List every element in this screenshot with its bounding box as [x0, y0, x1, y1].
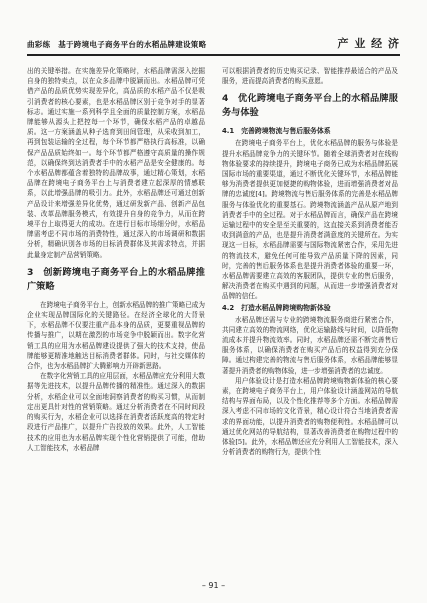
subsection-heading-4-2: 4.2 打造水稻品牌跨境购物新体验 — [222, 303, 331, 312]
header-divider — [27, 54, 400, 56]
running-header — [27, 30, 400, 58]
right-column — [222, 66, 398, 458]
body-paragraph: 在跨境电子商务平台上，创新水稻品牌的推广策略已成为企业实现品牌国际化的关键路径。在经济全球化的大背景下，水稻品牌不仅要注重产品本身的品质，更要重视品牌的传播与推广，以期在激烈的市场竞争中脱颖而出。数字化营销工具的应用为水稻品牌建设提供了强大的技术支持，使品牌能够更精准地触达目标消费者群体。同时，与社交媒体的合作，也为水稻品牌扩大腾影响力开辟新思路。 — [27, 300, 205, 371]
body-paragraph: 可以根据消费者的历史购买记录、智能推荐最适合的产品及服务，进而提高消费者的购买意愿。 — [222, 67, 398, 86]
body-paragraph: 在跨境电子商务平台上，优化水稻品牌的服务与体验是提升水稻品牌竞争力的关键环节。随着全球消费者对在线购物体验要求的持续提升，跨境电子商务已成为水稻品牌拓展国际市场的重要渠道，通过不断优化关键环节，水稻品牌能够为消费者提供更加便捷的购物体验，进而增强消费者对品牌的忠诚度[4]。跨境物流与售后服务体系的完善是水稻品牌服务与体验优化的重要基石。跨境物流涵盖产品从原产地到消费者手中的全过程。对于水稻品牌而言，确保产品在跨境运输过程中的安全是至关重要的，这直接关系到消费者能否收到满意的产品，也是提升消费者满意度的关键所在。为实现这一目标，水稻品牌需要与国际物流紧密合作，采用先进的物流技术，避免任何可能导致产品质量下降的因素，同时，完善的售后服务体系也是提升消费者体验的重要一环，水稻品牌需要建立高效的客服团队，提供专业的售后服务，解决消费者在购买中遇到的问题，从而进一步增强消费者对品牌的信任。 — [222, 139, 398, 301]
header-article-title: 曲彩练 基于跨境电子商务平台的水稻品牌建设策略 — [27, 40, 207, 49]
section-heading-4: 4 优化跨境电子商务平台上的水稻品牌服务与体验 — [222, 93, 398, 119]
section-heading-3: 3 创新跨境电子商务平台上的水稻品牌推广策略 — [27, 266, 205, 292]
body-paragraph: 出的关键举措。在实施差异化策略时，水稻品牌需深入挖掘自身的独特卖点，以在众多品牌中脱颖而出。水稻品牌可凭借产品的品质优势实现差异化，高品质的水稻产品不仅是吸引消费者的核心要素，也是水稻品牌区别于竞争对手的显著标志。通过实施一系列科学且全面的质量控制方案，水稻品牌能够从源头上把控每一个环节，确保水稻产品的卓越品质。这一方案涵盖从种子选育到田间管理，从采收到加工，再到包装运输的全过程，每个环节都严格执行高标准，以确保产品品质始终如一。每个环节都严格遵守高质量的操作规范，以确保终到达消费者手中的水稻产品是安全健康的。每个水稻品牌都蕴含着独特的品牌故事，通过精心策划，水稻品牌在跨境电子商务平台上与消费者建立起深厚的情感联系，以此增强品牌的吸引力。此外，水稻品牌还可通过创新产品设计来增强差异化优势，通过研发新产品、创新产品包装、改革品牌服务模式，有效提升自身的竞争力，从而在跨境平台上取得更大的成功。在进行目标市场细分时，水稻品牌需考虑不同市场的消费特性，通过深入的市场调研和数据分析，精确识别各市场的目标消费群体及其需求特点，并据此量身定制产品营销策略。 — [27, 67, 205, 259]
left-column — [27, 66, 205, 453]
body-paragraph: 水稻品牌还需与专业的跨境物流服务商进行紧密合作，共同建立高效的物流网络，优化运输路线与时间，以降低物流成本并提升物流效率。同时，水稻品牌还需不断完善售后服务体系，以确保消费者在购买产品后的权益得到充分保障。通过构建完善的物流与售后服务体系，水稻品牌能够显著提升消费者的购物体验，进一步增强消费者的忠诚度。 — [222, 315, 398, 375]
body-paragraph: 用户体验设计是打造水稻品牌跨境购物新体验的核心要素，在跨境电子商务平台上，用户体验设计涵盖网站的导航结构与界面布局，以及个性化推荐等多个方面。水稻品牌需深入考虑不同市场的文化背景，精心设计符合当地消费者需求的界面功能，以提升消费者的购物便利性。水稻品牌可以通过优化网站的导航结构，显著改善消费者在购物过程中的体验[5]。此外，水稻品牌还应充分利用人工智能技术，深入分析消费者的购物行为，提供个性 — [222, 376, 398, 457]
body-paragraph: 在数字化营销工具的应用层面，水稻品牌应充分利用大数据等先进技术，以提升品牌传播的精准性。通过深入的数据分析，水稻企业可以全面地洞察消费者的购买习惯，从而制定出更具针对性的营销策略。通过分析消费者在不同时间段的购买行为，水稻企业可以选择在消费者活跃度高的特定时段进行产品推广，以提升广告投放的效果。此外，人工智能技术的应用也为水稻品牌实现个性化营销提供了可能，借助人工智能技术，水稻品牌 — [27, 372, 205, 452]
page-number: – 91 – — [201, 581, 226, 590]
header-section-name: 产 业 经 济 — [337, 37, 400, 50]
subsection-heading-4-1: 4.1 完善跨境物流与售后服务体系 — [222, 127, 331, 136]
